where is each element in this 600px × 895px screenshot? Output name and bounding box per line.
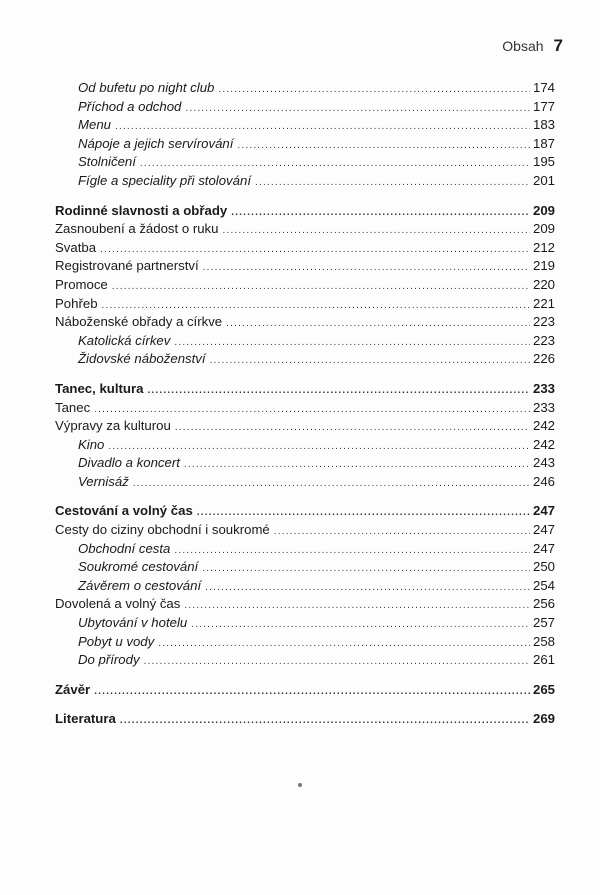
toc-chapter[interactable]	[55, 202, 555, 221]
toc-entry[interactable]	[55, 239, 555, 258]
dot-leader	[112, 278, 530, 297]
toc-entry[interactable]	[55, 332, 555, 351]
toc-entry[interactable]	[55, 295, 555, 314]
entry-title: Výpravy za kulturou	[55, 418, 171, 434]
toc-entry[interactable]	[55, 79, 555, 98]
page-number: 7	[553, 36, 563, 55]
toc-entry[interactable]	[55, 257, 555, 276]
dot-leader	[175, 419, 530, 438]
entry-page-number: 242	[532, 436, 555, 452]
entry-title: Tanec	[55, 399, 91, 415]
dot-leader	[174, 542, 530, 561]
entry-page-number: 183	[532, 117, 555, 133]
entry-page-number: 212	[532, 239, 555, 255]
entry-title: Dovolená a volný čas	[55, 596, 181, 612]
toc-entry[interactable]	[55, 577, 555, 596]
entry-title: Do přírody	[78, 652, 140, 668]
toc-entry[interactable]	[55, 220, 555, 239]
header-title: Obsah	[502, 38, 544, 54]
dot-leader	[94, 683, 530, 702]
entry-page-number: 247	[532, 503, 555, 519]
entry-page-number: 247	[532, 540, 555, 556]
entry-page-number: 269	[532, 711, 555, 727]
dot-leader	[158, 635, 530, 654]
dot-leader	[223, 222, 530, 241]
toc-entry[interactable]	[55, 153, 555, 172]
entry-page-number: 256	[532, 596, 555, 612]
dot-leader	[191, 616, 530, 635]
toc-section	[55, 710, 555, 729]
entry-title: Divadlo a koncert	[78, 455, 180, 471]
entry-title: Literatura	[55, 711, 116, 727]
toc-entry[interactable]	[55, 116, 555, 135]
dot-leader	[174, 334, 530, 353]
entry-title: Závěr	[55, 681, 91, 697]
table-of-contents	[55, 79, 555, 740]
print-speck	[298, 783, 302, 787]
toc-chapter[interactable]	[55, 710, 555, 729]
dot-leader	[231, 204, 530, 223]
dot-leader	[255, 174, 530, 193]
entry-page-number: 226	[532, 351, 555, 367]
entry-title: Příchod a odchod	[78, 98, 182, 114]
toc-chapter[interactable]	[55, 681, 555, 700]
dot-leader	[210, 352, 530, 371]
entry-page-number: 220	[532, 276, 555, 292]
entry-title: Stolničení	[78, 154, 136, 170]
entry-title: Soukromé cestování	[78, 559, 199, 575]
entry-page-number: 265	[532, 681, 555, 697]
entry-page-number: 247	[532, 522, 555, 538]
toc-entry[interactable]	[55, 558, 555, 577]
toc-entry[interactable]	[55, 540, 555, 559]
dot-leader	[144, 653, 530, 672]
toc-entry[interactable]	[55, 633, 555, 652]
toc-entry[interactable]	[55, 473, 555, 492]
dot-leader	[147, 382, 530, 401]
toc-section	[55, 79, 555, 191]
entry-page-number: 233	[532, 399, 555, 415]
toc-section	[55, 202, 555, 369]
entry-title: Vernisáž	[78, 473, 129, 489]
toc-entry[interactable]	[55, 98, 555, 117]
toc-entry[interactable]	[55, 276, 555, 295]
entry-title: Fígle a speciality při stolování	[78, 172, 251, 188]
entry-page-number: 219	[532, 258, 555, 274]
entry-title: Nápoje a jejich servírování	[78, 135, 234, 151]
toc-chapter[interactable]	[55, 380, 555, 399]
dot-leader	[237, 137, 530, 156]
dot-leader	[218, 81, 530, 100]
toc-entry[interactable]	[55, 135, 555, 154]
toc-entry[interactable]	[55, 595, 555, 614]
entry-page-number: 177	[532, 98, 555, 114]
entry-title: Svatba	[55, 239, 97, 255]
entry-page-number: 209	[532, 202, 555, 218]
entry-title: Kino	[78, 436, 105, 452]
toc-entry[interactable]	[55, 417, 555, 436]
entry-title: Registrované partnerství	[55, 258, 199, 274]
toc-section	[55, 681, 555, 700]
entry-title: Rodinné slavnosti a obřady	[55, 202, 228, 218]
dot-leader	[226, 315, 530, 334]
entry-page-number: 258	[532, 633, 555, 649]
entry-page-number: 242	[532, 418, 555, 434]
dot-leader	[205, 579, 530, 598]
entry-title: Ubytování v hotelu	[78, 615, 188, 631]
toc-entry[interactable]	[55, 436, 555, 455]
entry-title: Obchodní cesta	[78, 540, 171, 556]
entry-title: Menu	[78, 117, 111, 133]
dot-leader	[120, 712, 530, 731]
entry-page-number: 246	[532, 473, 555, 489]
dot-leader	[184, 456, 530, 475]
entry-title: Závěrem o cestování	[78, 577, 202, 593]
toc-entry[interactable]	[55, 399, 555, 418]
entry-title: Židovské náboženství	[78, 351, 206, 367]
dot-leader	[185, 100, 530, 119]
dot-leader	[184, 597, 530, 616]
entry-page-number: 233	[532, 380, 555, 396]
entry-page-number: 254	[532, 577, 555, 593]
toc-section	[55, 380, 555, 492]
entry-title: Pobyt u vody	[78, 633, 155, 649]
toc-entry[interactable]	[55, 454, 555, 473]
toc-entry[interactable]	[55, 350, 555, 369]
entry-page-number: 174	[532, 80, 555, 95]
entry-page-number: 257	[532, 615, 555, 631]
entry-title: Cesty do ciziny obchodní i soukromé	[55, 522, 270, 538]
entry-title: Promoce	[55, 276, 108, 292]
toc-entry[interactable]	[55, 614, 555, 633]
toc-entry[interactable]	[55, 651, 555, 670]
dot-leader	[133, 475, 530, 494]
running-header	[502, 36, 563, 56]
entry-page-number: 221	[532, 295, 555, 311]
dot-leader	[203, 259, 530, 278]
toc-entry[interactable]	[55, 521, 555, 540]
entry-title: Pohřeb	[55, 295, 98, 311]
entry-page-number: 187	[532, 135, 555, 151]
entry-title: Cestování a volný čas	[55, 503, 193, 519]
dot-leader	[202, 560, 530, 579]
entry-title: Katolická církev	[78, 332, 171, 348]
entry-page-number: 250	[532, 559, 555, 575]
entry-page-number: 223	[532, 314, 555, 330]
toc-section	[55, 502, 555, 669]
dot-leader	[274, 523, 530, 542]
toc-entry[interactable]	[55, 313, 555, 332]
entry-title: Náboženské obřady a církve	[55, 314, 223, 330]
entry-title: Zasnoubení a žádost o ruku	[55, 221, 219, 237]
entry-page-number: 261	[532, 652, 555, 668]
toc-entry[interactable]	[55, 172, 555, 191]
entry-page-number: 195	[532, 154, 555, 170]
entry-page-number: 243	[532, 455, 555, 471]
entry-page-number: 223	[532, 332, 555, 348]
entry-page-number: 201	[532, 172, 555, 188]
entry-page-number: 209	[532, 221, 555, 237]
entry-title: Od bufetu po night club	[78, 80, 215, 95]
entry-title: Tanec, kultura	[55, 380, 144, 396]
toc-chapter[interactable]	[55, 502, 555, 521]
